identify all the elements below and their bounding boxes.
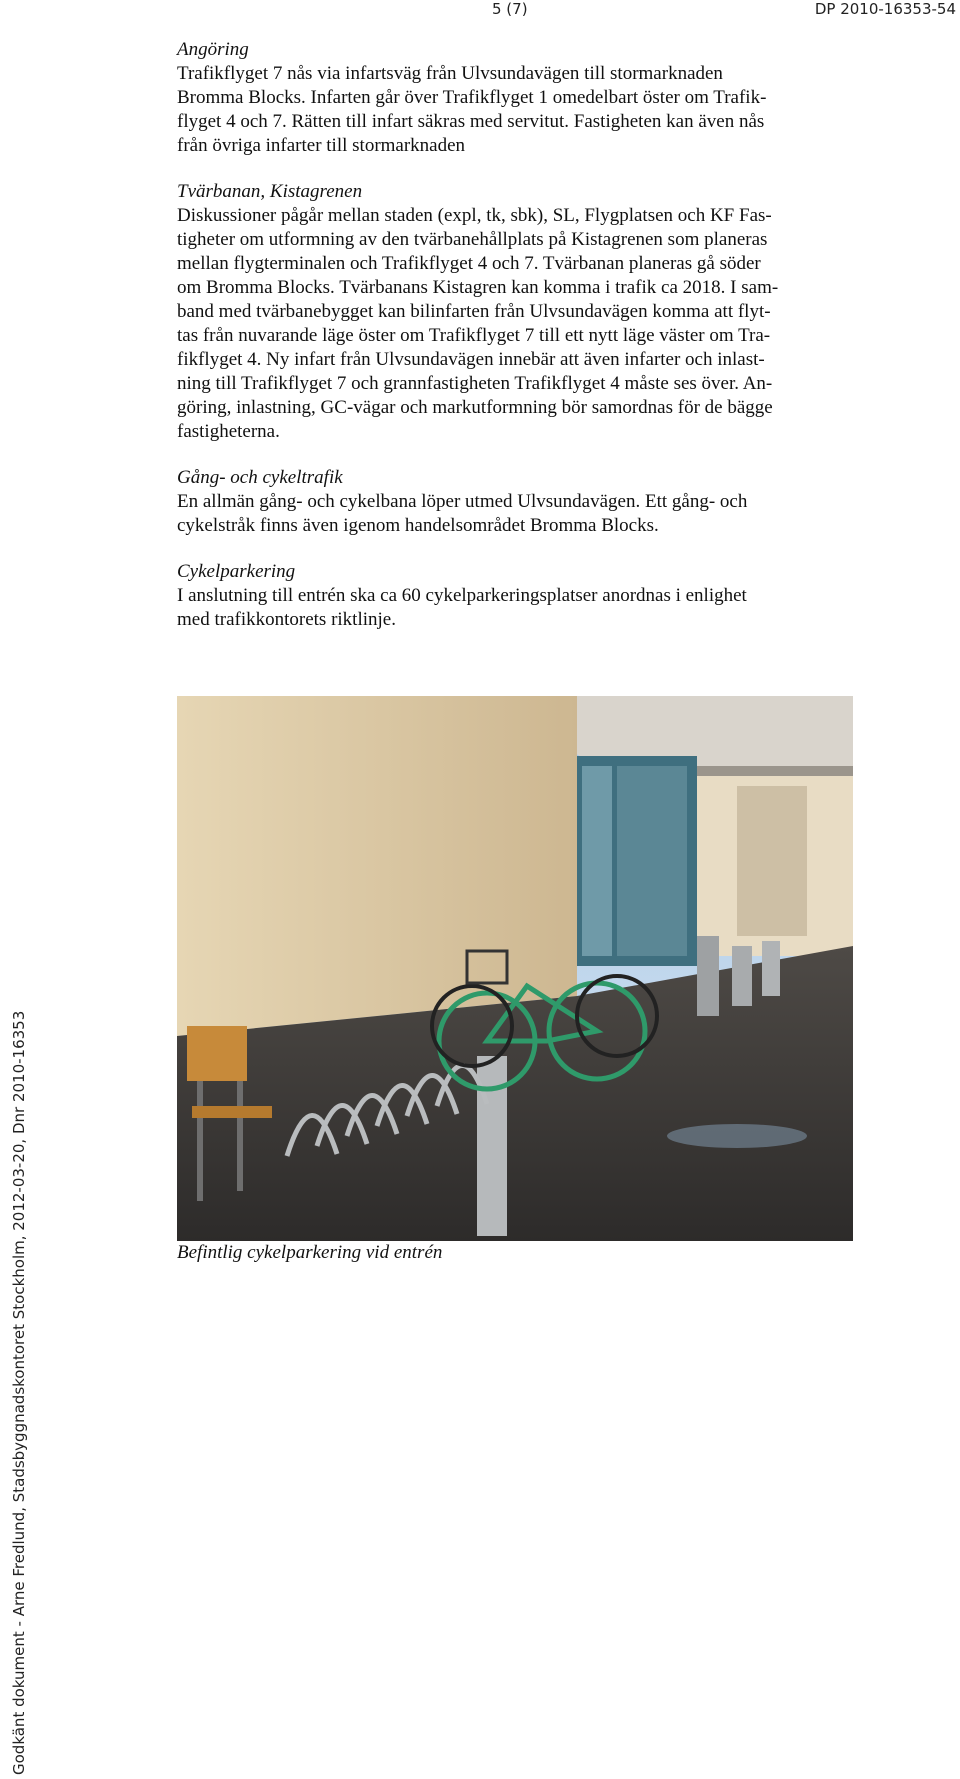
section-title: Gång- och cykeltrafik — [177, 467, 343, 488]
photo-caption: Befintlig cykelparkering vid entrén — [177, 1242, 443, 1263]
section-title: Cykelparkering — [177, 561, 296, 582]
section-title: Angöring — [177, 39, 249, 60]
paragraph-line: fastigheterna. — [177, 421, 280, 442]
paragraph-line: tas från nuvarande läge öster om Trafikflyget 7 till ett nytt läge väster om Tra- — [177, 325, 771, 346]
section-tvarbanan — [177, 180, 847, 444]
section-gang-cykeltrafik — [177, 466, 847, 538]
paragraph-line: om Bromma Blocks. Tvärbanans Kistagren kan komma i trafik ca 2018. I sam- — [177, 277, 779, 298]
paragraph-line: Bromma Blocks. Infarten går över Trafikflyget 1 omedelbart öster om Trafik- — [177, 87, 767, 108]
paragraph-line: med trafikkontorets riktlinje. — [177, 609, 396, 630]
section-angoring — [177, 38, 847, 158]
paragraph-line: band med tvärbanebygget kan bilinfarten från Ulvsundavägen komma att flyt- — [177, 301, 771, 322]
section-cykelparkering — [177, 560, 847, 632]
paragraph-line: cykelstråk finns även igenom handelsområdet Bromma Blocks. — [177, 515, 659, 536]
bicycle-parking-photo — [177, 696, 853, 1241]
paragraph-line: tigheter om utformning av den tvärbanehållplats på Kistagrenen som planeras — [177, 229, 768, 250]
document-number: DP 2010-16353-54 — [814, 0, 956, 18]
paragraph-line: Trafikflyget 7 nås via infartsväg från Ulvsundavägen till stormarknaden — [177, 63, 723, 84]
paragraph-line: Diskussioner pågår mellan staden (expl, tk, sbk), SL, Flygplatsen och KF Fas- — [177, 205, 772, 226]
paragraph-line: I anslutning till entrén ska ca 60 cykelparkeringsplatser anordnas i enlighet — [177, 585, 747, 606]
document-body — [177, 38, 847, 654]
paragraph-line: En allmän gång- och cykelbana löper utmed Ulvsundavägen. Ett gång- och — [177, 491, 748, 512]
paragraph-line: ning till Trafikflyget 7 och grannfastigheten Trafikflyget 4 måste ses över. An- — [177, 373, 773, 394]
paragraph-line: mellan flygterminalen och Trafikflyget 4 och 7. Tvärbanan planeras gå söder — [177, 253, 761, 274]
approval-stamp — [0, 0, 30, 1775]
paragraph-line: flyget 4 och 7. Rätten till infart säkras med servitut. Fastigheten kan även nås — [177, 111, 765, 132]
paragraph-line: från övriga infarter till stormarknaden — [177, 135, 466, 156]
page-number: 5 (7) — [492, 0, 528, 18]
paragraph-line: göring, inlastning, GC-vägar och markutformning bör samordnas för de bägge — [177, 397, 773, 418]
approval-stamp-text: Godkänt dokument - Arne Fredlund, Stadsbyggnadskontoret Stockholm, 2012-03-20, Dnr 2010-16353 — [10, 1010, 28, 1775]
section-title: Tvärbanan, Kistagrenen — [177, 181, 363, 202]
paragraph-line: fikflyget 4. Ny infart från Ulvsundavägen innebär att även infarter och inlast- — [177, 349, 765, 370]
